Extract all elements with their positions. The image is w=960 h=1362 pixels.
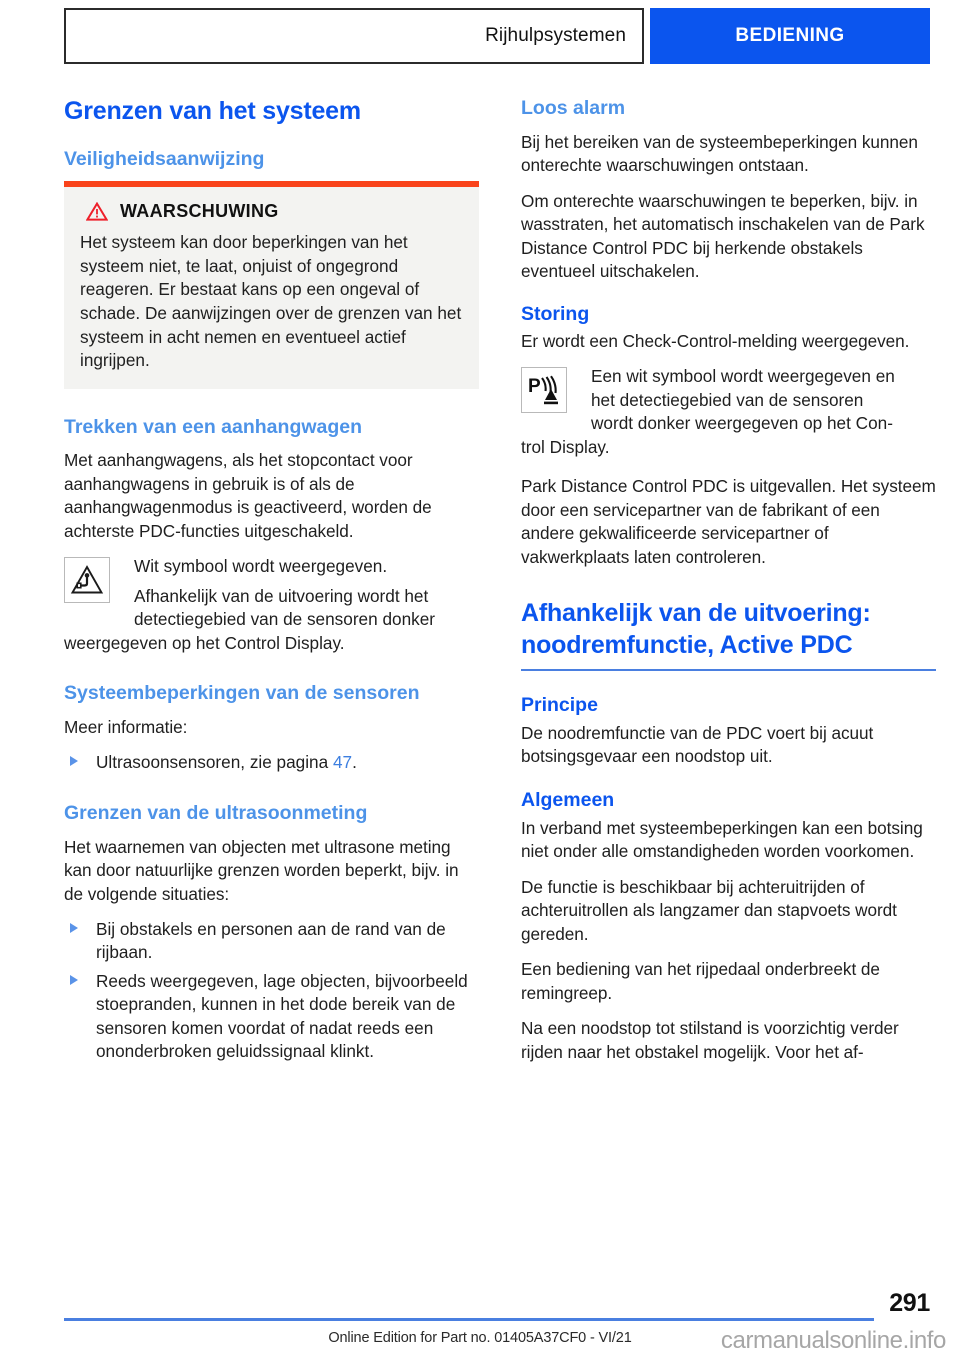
sensors-intro: Meer informatie: — [64, 716, 188, 737]
heading-storing: Storing — [521, 302, 590, 325]
trailer-symbol-line-1: Wit symbool wordt weergegeven. — [134, 556, 388, 577]
section-tab-label: BEDIENING — [735, 25, 845, 46]
trailer-symbol-block — [64, 555, 479, 655]
general-paragraph-3: Een bediening van het rijpedaal onderbreekt de remingreep. — [521, 959, 880, 1003]
ultrasound-bullet-list — [64, 918, 479, 1064]
warning-header — [80, 201, 463, 222]
section-tab-bediening — [650, 8, 930, 64]
svg-text:P: P — [528, 376, 541, 398]
ultrasound-paragraph: Het waarnemen van objecten met ultrasone meting kan door natuurlijke grenzen worden beperkt, bijv. in de volgende situaties: — [64, 836, 459, 904]
pdc-symbol-line-3: wordt donker weergegeven op het Con- — [591, 413, 893, 434]
warning-triangle-icon — [86, 202, 108, 221]
page-reference-link[interactable]: 47 — [332, 752, 353, 773]
fault-paragraph-1: Er wordt een Check-Control-melding weergegeven. — [521, 330, 910, 351]
pdc-symbol-line-2: het detectiegebied van de sensoren — [591, 389, 864, 410]
warning-box — [64, 181, 479, 388]
pdc-symbol-text — [521, 365, 936, 459]
warning-text: Het systeem kan door beperkingen van het systeem niet, te laat, onjuist of ongegrond reageren. Er bestaat kans op een ongeval of schade. De aanwijzingen over de grenzen van het systeem in acht nemen en eventueel actief ingrijpen. — [80, 232, 462, 371]
pdc-symbol-line-4: trol Display. — [521, 436, 610, 457]
section-heading-active-pdc: Afhankelijk van de uitvoering: noodremfunctie, Active PDC — [521, 597, 936, 671]
trailer-symbol-line-2: Afhankelijk van de uitvoering wordt het detectiegebied van de sensoren donker — [134, 585, 435, 630]
heading-grenzen-ultrasoonmeting: Grenzen van de ultrasoonmeting — [64, 801, 368, 824]
sensors-bullet-list — [64, 751, 479, 774]
page-content — [64, 96, 936, 1276]
warning-label: WAARSCHUWING — [120, 201, 279, 222]
false-alarm-paragraph-2: Om onterechte waarschuwingen te beperken, bijv. in wasstraten, het automatisch inschakelen van de Park Distance Control PDC bij herkende obstakels eventueel uitschakelen. — [521, 190, 925, 282]
pdc-parking-sensor-icon — [521, 367, 567, 413]
footer-edition-text: Online Edition for Part no. 01405A37CF0 - VI/21 — [328, 1330, 632, 1346]
footer-divider — [64, 1318, 874, 1321]
trailer-symbol-line-3: weergegeven op het Control Display. — [64, 632, 345, 653]
principle-paragraph: De noodremfunctie van de PDC voert bij acuut botsingsgevaar een noodstop uit. — [521, 722, 874, 766]
heading-veiligheidsaanwijzing: Veiligheidsaanwijzing — [64, 147, 265, 170]
triangle-bullet-icon — [70, 923, 78, 933]
watermark: carmanualsonline.info — [720, 1327, 946, 1354]
false-alarm-paragraph-1: Bij het bereiken van de systeembeperkingen kunnen onterechte waarschuwingen ontstaan. — [521, 131, 918, 176]
triangle-bullet-icon — [70, 975, 78, 985]
general-paragraph-2: De functie is beschikbaar bij achteruitrijden of achteruitrollen als langzamer dan stapvoets wordt gereden. — [521, 876, 897, 944]
page-number: 291 — [889, 1289, 930, 1317]
page-title: Grenzen van het systeem — [64, 97, 361, 125]
page-header — [64, 8, 930, 64]
list-item — [64, 970, 479, 1064]
general-paragraph-4: Na een noodstop tot stilstand is voorzichtig verder rijden naar het obstakel mogelijk. Voor het af- — [521, 1018, 899, 1062]
bullet-text: Bij obstakels en personen aan de rand van de rijbaan. — [96, 918, 446, 963]
triangle-bullet-icon — [70, 756, 78, 766]
pdc-symbol-line-1: Een wit symbool wordt weergegeven en — [591, 366, 895, 387]
fault-paragraph-2: Park Distance Control PDC is uitgevallen. Het systeem door een servicepartner van de fabrikant of een andere gekwalificeerde servicepartner of vakwerkplaats laten controleren. — [521, 476, 936, 567]
heading-algemeen: Algemeen — [521, 789, 615, 812]
list-item — [64, 751, 479, 774]
trailer-paragraph: Met aanhangwagens, als het stopcontact voor aanhangwagens in gebruik is of als de aanhangwagenmodus is geactiveerd, worden de achterste PDC-functies uitgeschakeld. — [64, 450, 432, 541]
heading-trekken-aanhangwagen: Trekken van een aanhangwagen — [64, 415, 363, 438]
heading-principe: Principe — [521, 694, 598, 717]
list-item — [64, 918, 479, 965]
bullet-suffix: . — [352, 752, 357, 773]
breadcrumb-label: Rijhulpsystemen — [485, 25, 626, 46]
bullet-text: Ultrasoonsensoren, zie pagina — [96, 752, 329, 773]
right-column — [521, 96, 936, 1276]
trailer-warning-triangle-icon — [64, 557, 110, 603]
left-column — [64, 96, 479, 1276]
trailer-symbol-text — [64, 555, 479, 655]
heading-loos-alarm: Loos alarm — [521, 97, 626, 119]
breadcrumb — [64, 8, 644, 64]
heading-systeembeperkingen-sensoren: Systeembeperkingen van de sensoren — [64, 682, 420, 705]
general-paragraph-1: In verband met systeembeperkingen kan een botsing niet onder alle omstandigheden worden voorkomen. — [521, 817, 923, 862]
bullet-text: Reeds weergegeven, lage objecten, bijvoorbeeld stoepranden, kunnen in het dode bereik van de sensoren komen voordat of nadat reeds een ononderbroken geluidssignaal klinkt. — [96, 970, 468, 1062]
pdc-symbol-block — [521, 365, 936, 459]
